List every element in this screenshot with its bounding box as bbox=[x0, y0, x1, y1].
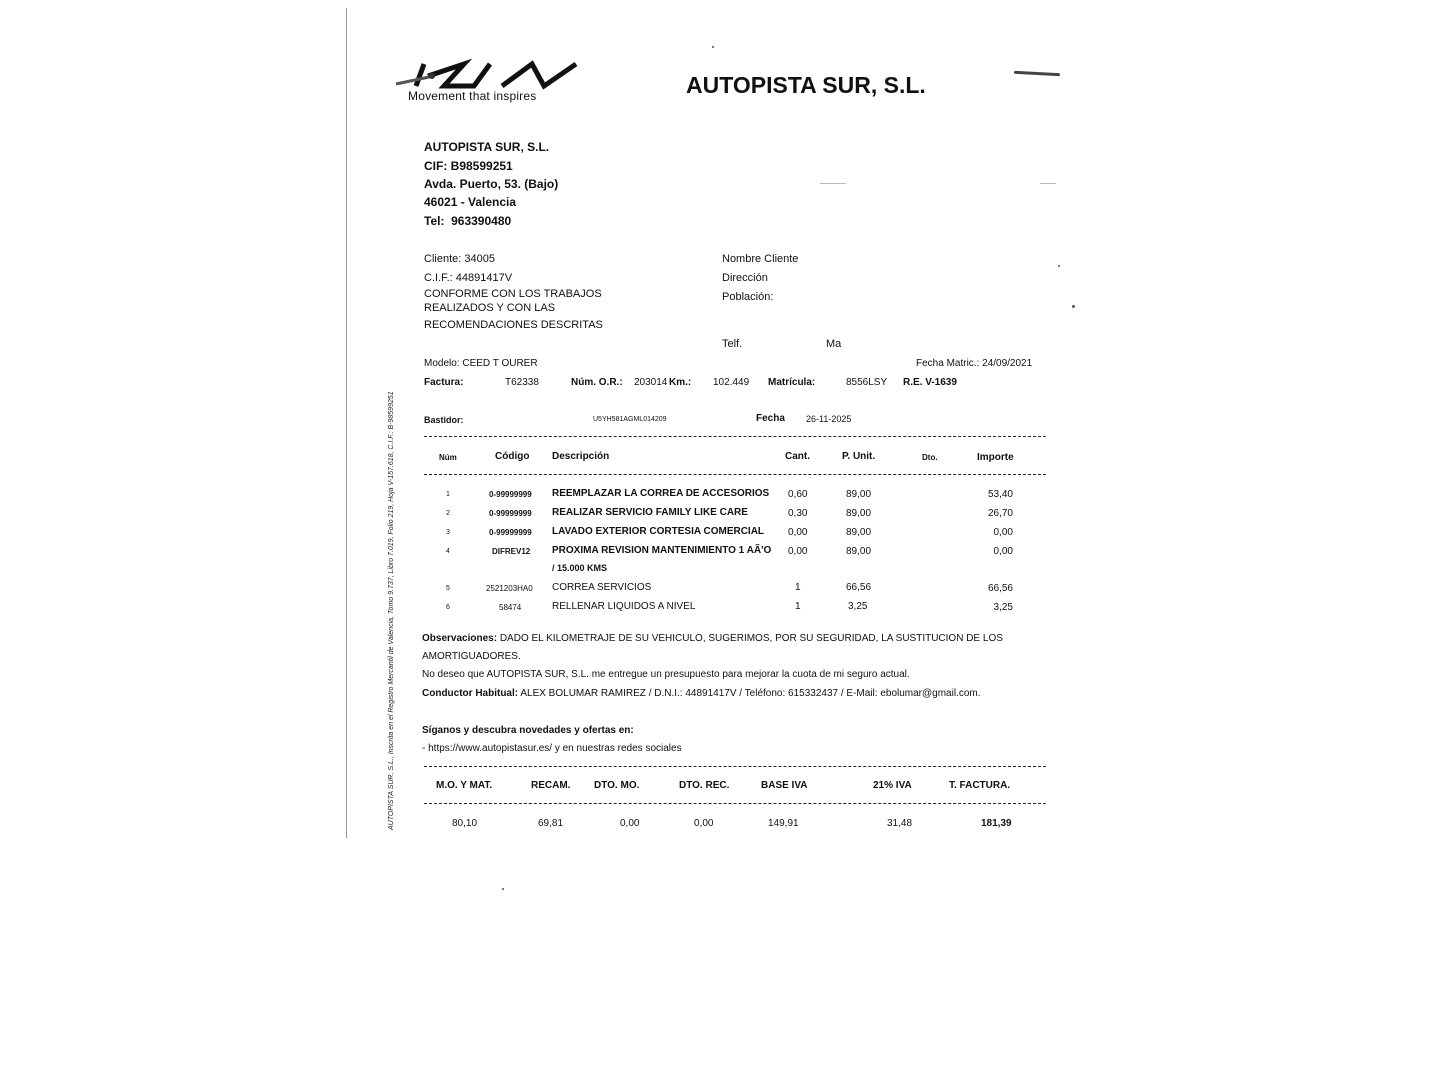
row-importe: 0,00 bbox=[993, 546, 1013, 557]
row-punit: 3,25 bbox=[848, 601, 868, 612]
row-cant: 0,00 bbox=[788, 527, 808, 538]
observaciones-text-cont: AMORTIGUADORES. bbox=[422, 651, 521, 662]
observaciones bbox=[422, 633, 1003, 644]
totals-value-iva: 31,48 bbox=[887, 818, 913, 829]
factura-value: T62338 bbox=[505, 377, 539, 388]
num-or-label: Núm. O.R.: bbox=[571, 377, 623, 388]
row-punit: 89,00 bbox=[846, 508, 872, 519]
row-num: 4 bbox=[446, 548, 450, 555]
conforme-line-1: CONFORME CON LOS TRABAJOS bbox=[424, 288, 602, 300]
client-cif: C.I.F.: 44891417V bbox=[424, 272, 513, 284]
row-num: 5 bbox=[446, 585, 450, 592]
totals-header-dto-mo: DTO. MO. bbox=[594, 780, 640, 791]
observaciones-label: Observaciones: bbox=[422, 633, 498, 644]
separator-line bbox=[424, 766, 1046, 767]
totals-value-recam: 69,81 bbox=[538, 818, 564, 829]
row-num: 6 bbox=[446, 604, 450, 611]
kia-logo-mark bbox=[394, 58, 584, 92]
bastidor-value: U5YH581AGML014209 bbox=[593, 416, 667, 423]
client-number: Cliente: 34005 bbox=[424, 253, 495, 265]
row-descripcion-cont: / 15.000 KMS bbox=[552, 563, 608, 573]
scan-speck bbox=[1040, 183, 1056, 184]
re-label: R.E. V-1639 bbox=[903, 377, 957, 388]
row-importe: 3,25 bbox=[993, 602, 1013, 613]
totals-header-recam: RECAM. bbox=[531, 780, 571, 791]
row-cant: 1 bbox=[795, 582, 801, 593]
totals-value-dto-rec: 0,00 bbox=[694, 818, 714, 829]
totals-header-dto-rec: DTO. REC. bbox=[679, 780, 730, 791]
scan-speck bbox=[1058, 265, 1060, 267]
col-header-dto: Dto. bbox=[922, 453, 938, 462]
scan-speck bbox=[712, 46, 714, 48]
fecha-matric: Fecha Matric.: 24/09/2021 bbox=[916, 358, 1033, 369]
observaciones-text: DADO EL KILOMETRAJE DE SU VEHICULO, SUGERIMOS, POR SU SEGURIDAD, LA SUSTITUCION DE LOS bbox=[497, 633, 1003, 644]
totals-value-total: 181,39 bbox=[981, 818, 1012, 829]
conductor-text: ALEX BOLUMAR RAMIREZ / D.N.I.: 44891417V / Teléfono: 615332437 / E-Mail: ebolumar@gmail.com. bbox=[518, 688, 981, 699]
row-num: 3 bbox=[446, 529, 450, 536]
row-codigo: 2521203HA0 bbox=[486, 584, 533, 593]
num-or-value: 203014 bbox=[634, 377, 668, 388]
no-deseo-text: No deseo que AUTOPISTA SUR, S.L. me entregue un presupuesto para mejorar la cuota de mi seguro actual. bbox=[422, 669, 910, 680]
row-descripcion: CORREA SERVICIOS bbox=[552, 582, 652, 593]
fecha-value: 26-11-2025 bbox=[806, 414, 852, 424]
conforme-line-3: RECOMENDACIONES DESCRITAS bbox=[424, 319, 603, 331]
totals-header-total: T. FACTURA. bbox=[949, 780, 1011, 791]
col-header-importe: Importe bbox=[977, 452, 1014, 463]
col-header-codigo: Código bbox=[495, 451, 530, 462]
scan-speck bbox=[1072, 305, 1075, 308]
row-descripcion: REEMPLAZAR LA CORREA DE ACCESORIOS bbox=[552, 488, 770, 499]
conductor-label: Conductor Habitual: bbox=[422, 688, 519, 699]
row-descripcion: LAVADO EXTERIOR CORTESIA COMERCIAL bbox=[552, 526, 765, 537]
row-importe: 66,56 bbox=[987, 583, 1013, 594]
direccion-label: Dirección bbox=[722, 272, 768, 284]
row-descripcion: REALIZAR SERVICIO FAMILY LIKE CARE bbox=[552, 507, 748, 518]
totals-header-iva: 21% IVA bbox=[873, 780, 912, 791]
ma-label: Ma bbox=[826, 338, 842, 350]
row-codigo: DIFREV12 bbox=[492, 547, 531, 556]
row-punit: 66,56 bbox=[846, 582, 872, 593]
scan-edge-line bbox=[346, 8, 347, 838]
row-punit: 89,00 bbox=[846, 546, 872, 557]
logo-tagline: Movement that inspires bbox=[408, 89, 537, 103]
issuer-address: Avda. Puerto, 53. (Bajo) bbox=[424, 177, 559, 191]
row-importe: 0,00 bbox=[993, 527, 1013, 538]
km-value: 102.449 bbox=[713, 377, 750, 388]
registry-side-text: AUTOPISTA SUR, S.L., Inscrita en el Registro Mercantil de Valencia, Tomo 9.737, Libro 7.019, Folio 219, Hoja V-157.618, C.I.F.: B-98599251 bbox=[388, 391, 395, 830]
row-cant: 0,00 bbox=[788, 546, 808, 557]
scan-speck bbox=[502, 888, 504, 890]
row-punit: 89,00 bbox=[846, 527, 872, 538]
bastidor-label: Bastidor: bbox=[424, 415, 464, 425]
scan-speck bbox=[820, 183, 846, 184]
row-descripcion: PROXIMA REVISION MANTENIMIENTO 1 AÃ'O bbox=[552, 545, 772, 556]
row-codigo: 0-99999999 bbox=[489, 509, 532, 518]
row-num: 2 bbox=[446, 510, 450, 517]
km-label: Km.: bbox=[669, 377, 692, 388]
matricula-label: Matrícula: bbox=[768, 377, 816, 388]
separator-line bbox=[424, 474, 1046, 475]
col-header-descripcion: Descripción bbox=[552, 451, 610, 462]
totals-value-base-iva: 149,91 bbox=[768, 818, 799, 829]
fecha-label: Fecha bbox=[756, 413, 785, 424]
row-codigo: 0-99999999 bbox=[489, 490, 532, 499]
row-codigo: 0-99999999 bbox=[489, 528, 532, 537]
col-header-punit: P. Unit. bbox=[842, 451, 876, 462]
staple-mark bbox=[1014, 71, 1060, 76]
separator-line bbox=[424, 803, 1046, 804]
totals-header-mo: M.O. Y MAT. bbox=[436, 780, 493, 791]
conductor-habitual bbox=[422, 688, 981, 699]
col-header-num: Núm bbox=[439, 453, 457, 462]
row-cant: 1 bbox=[795, 601, 801, 612]
row-punit: 89,00 bbox=[846, 489, 872, 500]
row-importe: 26,70 bbox=[987, 508, 1013, 519]
totals-value-dto-mo: 0,00 bbox=[620, 818, 640, 829]
col-header-cant: Cant. bbox=[785, 451, 810, 462]
matricula-value: 8556LSY bbox=[846, 377, 888, 388]
issuer-city: 46021 - Valencia bbox=[424, 195, 517, 209]
telf-label: Telf. bbox=[722, 338, 743, 350]
issuer-tel: Tel: 963390480 bbox=[424, 214, 512, 228]
issuer-name: AUTOPISTA SUR, S.L. bbox=[424, 140, 550, 154]
separator-line bbox=[424, 436, 1046, 437]
row-descripcion: RELLENAR LIQUIDOS A NIVEL bbox=[552, 601, 696, 612]
row-cant: 0,30 bbox=[788, 508, 808, 519]
kia-logo bbox=[394, 58, 584, 106]
modelo: Modelo: CEED T OURER bbox=[424, 358, 538, 369]
conforme-line-2: REALIZADOS Y CON LAS bbox=[424, 302, 556, 314]
siganos-text: Síganos y descubra novedades y ofertas en: bbox=[422, 725, 634, 736]
company-title: AUTOPISTA SUR, S.L. bbox=[686, 72, 926, 98]
row-importe: 53,40 bbox=[987, 489, 1013, 500]
totals-value-mo: 80,10 bbox=[452, 818, 478, 829]
totals-header-base-iva: BASE IVA bbox=[761, 780, 808, 791]
factura-label: Factura: bbox=[424, 377, 464, 388]
row-codigo: 58474 bbox=[499, 603, 522, 612]
row-cant: 0,60 bbox=[788, 489, 808, 500]
website-link[interactable]: - https://www.autopistasur.es/ y en nuestras redes sociales bbox=[422, 743, 682, 754]
row-num: 1 bbox=[446, 491, 450, 498]
nombre-cliente-label: Nombre Cliente bbox=[722, 253, 799, 265]
poblacion-label: Población: bbox=[722, 291, 774, 303]
issuer-cif: CIF: B98599251 bbox=[424, 159, 513, 173]
